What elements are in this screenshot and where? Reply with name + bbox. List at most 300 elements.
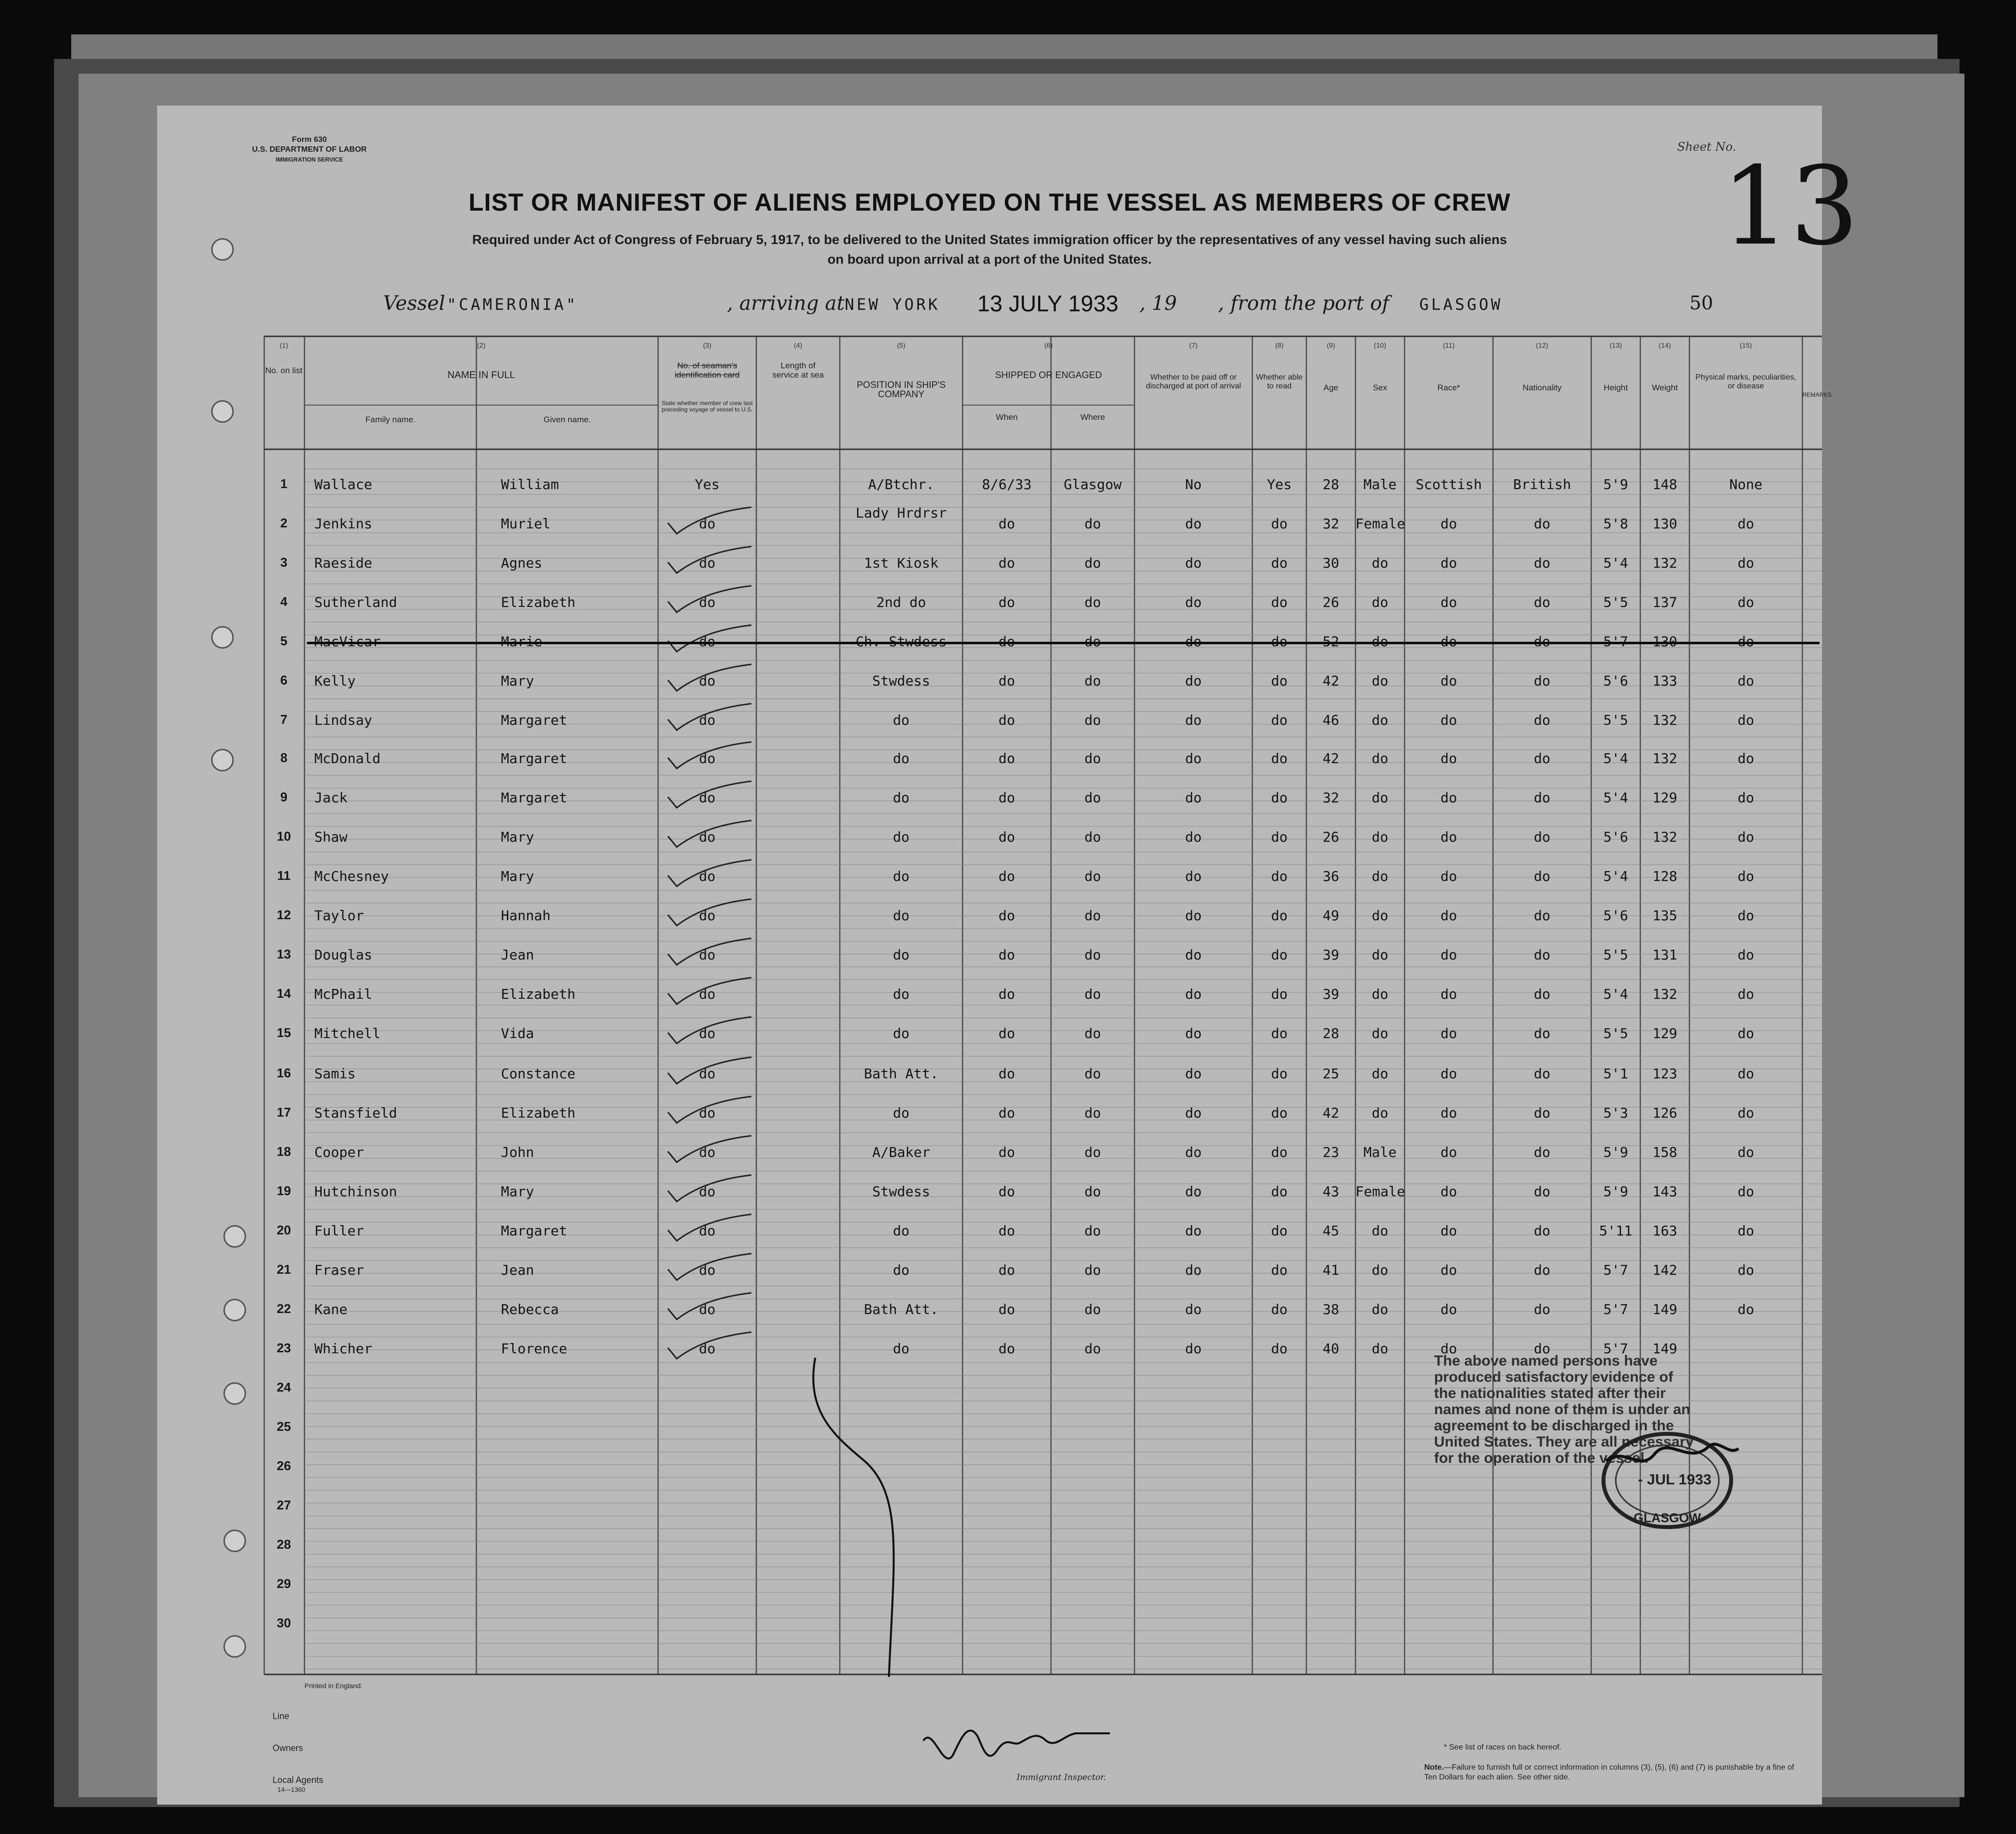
binder-hole [211, 626, 234, 649]
cell-marks: do [1738, 1262, 1754, 1278]
row-number: 19 [276, 1183, 291, 1198]
col-number: (5) [897, 341, 906, 349]
check-mark [663, 934, 756, 969]
cell-when: do [998, 1066, 1015, 1082]
cell-age: 42 [1323, 750, 1339, 766]
check-mark [663, 1013, 756, 1047]
cell-nationality: do [1534, 750, 1550, 766]
col-subheader: When [995, 412, 1018, 422]
cell-race: do [1440, 712, 1457, 728]
col-header: Whether to be paid off or discharged at port of arrival [1146, 373, 1241, 390]
cell-sex: do [1372, 750, 1388, 766]
binder-hole [223, 1225, 246, 1248]
cell-race: do [1440, 1183, 1457, 1200]
cell-nationality: do [1534, 594, 1550, 610]
cell-position: do [893, 907, 910, 924]
cell-race: do [1440, 1262, 1457, 1278]
row-number: 12 [276, 907, 291, 922]
cell-family: Stansfield [314, 1105, 397, 1121]
cell-read: Yes [1267, 476, 1292, 493]
cell-nationality: do [1534, 1183, 1550, 1200]
col-subheader: Given name. [543, 415, 591, 424]
cell-where: do [1084, 750, 1101, 766]
cell-position: do [893, 947, 910, 963]
cell-weight: 143 [1652, 1183, 1678, 1200]
cell-age: 49 [1323, 907, 1339, 924]
cell-nationality: do [1534, 907, 1550, 924]
cell-given: Mary [501, 1183, 534, 1200]
col-header: No. of seaman's identification card [674, 361, 740, 380]
row-number: 8 [280, 750, 288, 765]
cell-given: Florence [501, 1341, 567, 1357]
cell-where: do [1084, 516, 1101, 532]
cell-read: do [1271, 1262, 1288, 1278]
row-number: 17 [276, 1105, 291, 1120]
cell-read: do [1271, 1341, 1288, 1357]
cell-nationality: do [1534, 1341, 1550, 1357]
cell-card: do [699, 750, 716, 766]
binder-hole [211, 400, 234, 423]
cell-sex: do [1372, 907, 1388, 924]
cell-race: do [1440, 790, 1457, 806]
cell-when: do [998, 907, 1015, 924]
cell-age: 32 [1323, 790, 1339, 806]
cell-age: 43 [1323, 1183, 1339, 1200]
cell-when: do [998, 1301, 1015, 1317]
cell-age: 26 [1323, 829, 1339, 845]
cell-height: 5'9 [1603, 1144, 1629, 1160]
cell-family: Douglas [314, 947, 373, 963]
cell-height: 5'6 [1603, 829, 1629, 845]
cell-race: do [1440, 1301, 1457, 1317]
cell-paid: do [1185, 594, 1202, 610]
cell-nationality: do [1534, 1066, 1550, 1082]
cell-nationality: do [1534, 516, 1550, 532]
cell-height: 5'6 [1603, 673, 1629, 689]
cell-when: do [998, 1341, 1015, 1357]
cell-read: do [1271, 712, 1288, 728]
cell-weight: 132 [1652, 750, 1678, 766]
row-number: 16 [276, 1066, 291, 1080]
row-number: 28 [276, 1537, 291, 1552]
cell-weight: 133 [1652, 673, 1678, 689]
cell-race: Scottish [1415, 476, 1482, 493]
cell-weight: 129 [1652, 1025, 1678, 1041]
cell-paid: do [1185, 516, 1202, 532]
cell-position: do [893, 1262, 910, 1278]
col-header: Sex [1373, 383, 1387, 392]
cell-sex: do [1372, 790, 1388, 806]
cell-race: do [1440, 750, 1457, 766]
cell-read: do [1271, 986, 1288, 1002]
cell-paid: do [1185, 555, 1202, 571]
cell-paid: do [1185, 1301, 1202, 1317]
cell-nationality: do [1534, 1301, 1550, 1317]
penalty-note [1424, 1763, 1797, 1782]
cell-height: 5'5 [1603, 1025, 1629, 1041]
cell-read: do [1271, 516, 1288, 532]
cell-nationality: do [1534, 947, 1550, 963]
cell-sex: do [1372, 1105, 1388, 1121]
check-mark [663, 1210, 756, 1245]
cell-height: 5'6 [1603, 907, 1629, 924]
sheet-number: 13 [1721, 143, 1859, 269]
cell-weight: 123 [1652, 1066, 1678, 1082]
cell-race: do [1440, 868, 1457, 884]
cell-paid: do [1185, 1223, 1202, 1239]
cell-weight: 128 [1652, 868, 1678, 884]
cell-position: do [893, 1341, 910, 1357]
cell-race: do [1440, 594, 1457, 610]
check-mark [663, 974, 756, 1008]
cell-age: 26 [1323, 594, 1339, 610]
row-number: 2 [280, 516, 288, 530]
cell-paid: do [1185, 1105, 1202, 1121]
check-mark [663, 1171, 756, 1205]
cell-where: Glasgow [1063, 476, 1122, 493]
cell-race: do [1440, 1144, 1457, 1160]
cell-when: do [998, 829, 1015, 845]
cell-height: 5'3 [1603, 1105, 1629, 1121]
col-number: (10) [1374, 341, 1386, 349]
cell-position: 2nd do [876, 594, 926, 610]
cell-given: Hannah [501, 907, 551, 924]
service: IMMIGRATION SERVICE [276, 156, 343, 163]
cell-family: Fuller [314, 1223, 364, 1239]
col-number: (12) [1536, 341, 1548, 349]
cell-paid: do [1185, 907, 1202, 924]
cell-card: do [699, 790, 716, 806]
check-mark [663, 582, 756, 616]
row-number: 10 [276, 829, 291, 844]
cell-paid: No [1185, 476, 1202, 493]
cell-read: do [1271, 1144, 1288, 1160]
cell-read: do [1271, 947, 1288, 963]
cell-marks: do [1738, 1144, 1754, 1160]
cell-marks: do [1738, 1183, 1754, 1200]
check-mark [663, 856, 756, 890]
cell-when: do [998, 594, 1015, 610]
cell-weight: 132 [1652, 555, 1678, 571]
cell-family: Sutherland [314, 594, 397, 610]
cell-when: do [998, 516, 1015, 532]
binder-hole [223, 1299, 246, 1321]
col-header: REMARKS [1802, 391, 1832, 398]
cell-weight: 137 [1652, 594, 1678, 610]
cell-age: 30 [1323, 555, 1339, 571]
cell-marks: do [1738, 868, 1754, 884]
row-number: 26 [276, 1458, 291, 1473]
row-number: 3 [280, 555, 288, 570]
cell-height: 5'7 [1603, 1301, 1629, 1317]
cell-age: 39 [1323, 947, 1339, 963]
cell-family: McPhail [314, 986, 373, 1002]
cell-read: do [1271, 750, 1288, 766]
cell-paid: do [1185, 868, 1202, 884]
cell-paid: do [1185, 750, 1202, 766]
cell-weight: 158 [1652, 1144, 1678, 1160]
col-header-note: State whether member of crew last preceding voyage of vessel to U.S. [662, 400, 753, 413]
cell-nationality: do [1534, 868, 1550, 884]
races-note: * See list of races on back hereof. [1444, 1743, 1562, 1752]
cell-when: do [998, 673, 1015, 689]
cell-where: do [1084, 1144, 1101, 1160]
col-number: (13) [1609, 341, 1622, 349]
cell-height: 5'1 [1603, 1066, 1629, 1082]
footer-owners-label: Owners [273, 1743, 304, 1753]
cell-weight: 149 [1652, 1301, 1678, 1317]
cell-age: 36 [1323, 868, 1339, 884]
cell-sex: do [1372, 1262, 1388, 1278]
cell-where: do [1084, 790, 1101, 806]
cell-paid: do [1185, 947, 1202, 963]
cell-position: do [893, 750, 910, 766]
cell-card: do [699, 1025, 716, 1041]
cell-card: do [699, 1301, 716, 1317]
cell-card: do [699, 1105, 716, 1121]
check-mark [663, 1053, 756, 1088]
check-mark [663, 777, 756, 812]
row-number: 11 [277, 868, 291, 883]
col-header: Height [1603, 383, 1628, 392]
cell-read: do [1271, 907, 1288, 924]
cell-race: do [1440, 1025, 1457, 1041]
col-subheader: Where [1080, 412, 1105, 422]
cell-when: do [998, 1105, 1015, 1121]
cell-nationality: British [1513, 476, 1571, 493]
col-header: NAME IN FULL [447, 370, 515, 381]
cell-height: 5'5 [1603, 594, 1629, 610]
cell-nationality: do [1534, 1025, 1550, 1041]
cell-given: Mary [501, 868, 534, 884]
cell-marks: do [1738, 1301, 1754, 1317]
col-number: (1) [279, 341, 288, 349]
cell-age: 46 [1323, 712, 1339, 728]
cell-age: 40 [1323, 1341, 1339, 1357]
cell-sex: Female [1355, 1183, 1406, 1200]
pen-stroke [796, 1353, 953, 1677]
cell-card: do [699, 555, 716, 571]
cell-sex: do [1372, 1223, 1388, 1239]
check-mark [663, 503, 756, 538]
cell-card: do [699, 1223, 716, 1239]
cell-race: do [1440, 907, 1457, 924]
year-label: , 19 [1139, 292, 1177, 315]
cell-position: do [893, 868, 910, 884]
cell-race: do [1440, 1066, 1457, 1082]
cell-where: do [1084, 1301, 1101, 1317]
cell-card: do [699, 673, 716, 689]
form-code: 14—1360 [277, 1786, 305, 1793]
col-number: (11) [1443, 341, 1455, 349]
page-number: 50 [1689, 292, 1713, 314]
cell-where: do [1084, 1262, 1101, 1278]
cell-weight: 126 [1652, 1105, 1678, 1121]
col-header: Weight [1652, 383, 1678, 392]
cell-paid: do [1185, 829, 1202, 845]
cell-height: 5'7 [1603, 1262, 1629, 1278]
cell-family: Wallace [314, 476, 373, 493]
cell-nationality: do [1534, 555, 1550, 571]
check-mark [663, 817, 756, 851]
cell-nationality: do [1534, 1105, 1550, 1121]
vessel-label: Vessel [383, 292, 445, 315]
cell-age: 23 [1323, 1144, 1339, 1160]
cell-nationality: do [1534, 1144, 1550, 1160]
cell-card: Yes [694, 476, 720, 493]
col-number: (9) [1326, 341, 1335, 349]
cell-family: Jenkins [314, 516, 373, 532]
cell-paid: do [1185, 1144, 1202, 1160]
cell-where: do [1084, 907, 1101, 924]
cell-sex: do [1372, 555, 1388, 571]
cell-marks: do [1738, 829, 1754, 845]
cell-height: 5'9 [1603, 1183, 1629, 1200]
cell-height: 5'11 [1599, 1223, 1632, 1239]
cell-family: Kelly [314, 673, 356, 689]
cell-nationality: do [1534, 829, 1550, 845]
cell-given: Jean [501, 1262, 534, 1278]
requirement-line-1: Required under Act of Congress of February 5, 1917, to be delivered to the United States immigration officer by the representatives of any vessel having such aliens [472, 232, 1507, 247]
cell-sex: do [1372, 829, 1388, 845]
cell-family: Cooper [314, 1144, 364, 1160]
col-header: Whether able to read [1256, 373, 1303, 390]
cell-paid: do [1185, 1183, 1202, 1200]
footer-agents-label: Local Agents [273, 1775, 324, 1785]
col-header: Race* [1437, 383, 1461, 392]
cell-nationality: do [1534, 790, 1550, 806]
cell-weight: 135 [1652, 907, 1678, 924]
binder-hole [211, 749, 234, 771]
cell-when: do [998, 1223, 1015, 1239]
cell-when: do [998, 1183, 1015, 1200]
cell-family: Mitchell [314, 1025, 381, 1041]
cell-race: do [1440, 1341, 1457, 1357]
cell-race: do [1440, 986, 1457, 1002]
cell-given: Agnes [501, 555, 543, 571]
cell-age: 42 [1323, 673, 1339, 689]
requirement-line-2: on board upon arrival at a port of the United States. [827, 252, 1152, 267]
cell-position: do [893, 790, 910, 806]
cell-family: Raeside [314, 555, 373, 571]
cell-where: do [1084, 829, 1101, 845]
cell-race: do [1440, 1223, 1457, 1239]
cell-marks: None [1729, 476, 1763, 493]
cell-sex: do [1372, 1066, 1388, 1082]
cell-height: 5'5 [1603, 712, 1629, 728]
cell-marks: do [1738, 1066, 1754, 1082]
cell-weight: 129 [1652, 790, 1678, 806]
cell-marks: do [1738, 673, 1754, 689]
cell-when: 8/6/33 [982, 476, 1032, 493]
cell-when: do [998, 868, 1015, 884]
row-number: 29 [276, 1576, 291, 1591]
cell-family: Jack [314, 790, 348, 806]
cell-where: do [1084, 1066, 1101, 1082]
cell-height: 5'7 [1603, 1341, 1629, 1357]
row-number: 21 [276, 1262, 291, 1277]
check-mark [663, 543, 756, 577]
cell-given: Mary [501, 673, 534, 689]
cell-weight: 131 [1652, 947, 1678, 963]
row-number: 24 [276, 1380, 291, 1395]
cell-age: 41 [1323, 1262, 1339, 1278]
cell-given: Margaret [501, 712, 567, 728]
cell-read: do [1271, 868, 1288, 884]
cell-read: do [1271, 555, 1288, 571]
cell-weight: 130 [1652, 516, 1678, 532]
cell-position: do [893, 1105, 910, 1121]
col-number: (15) [1740, 341, 1752, 349]
cell-family: Hutchinson [314, 1183, 397, 1200]
check-mark [663, 700, 756, 734]
cell-position: do [893, 1025, 910, 1041]
col-number: (6) [1044, 341, 1053, 349]
cell-position: A/Baker [872, 1144, 930, 1160]
row-number: 14 [276, 986, 291, 1001]
cell-weight: 163 [1652, 1223, 1678, 1239]
cell-marks: do [1738, 750, 1754, 766]
cell-read: do [1271, 1301, 1288, 1317]
cell-position: Bath Att. [864, 1301, 939, 1317]
cell-card: do [699, 594, 716, 610]
check-mark [663, 895, 756, 930]
cell-where: do [1084, 947, 1101, 963]
row-number: 9 [280, 790, 288, 804]
cell-when: do [998, 555, 1015, 571]
cell-position: Lady Hrdrsr [856, 505, 947, 521]
col-header: Physical marks, peculiarities, or disease [1695, 373, 1796, 390]
cell-age: 39 [1323, 986, 1339, 1002]
col-header: Length of service at sea [772, 361, 824, 380]
col-header: SHIPPED OR ENGAGED [995, 370, 1102, 381]
cell-marks: do [1738, 947, 1754, 963]
row-number: 23 [276, 1341, 291, 1355]
cell-sex: Male [1363, 1144, 1397, 1160]
check-mark [663, 1328, 756, 1363]
cell-race: do [1440, 829, 1457, 845]
cell-read: do [1271, 1025, 1288, 1041]
cell-position: Stwdess [872, 673, 930, 689]
cell-when: do [998, 947, 1015, 963]
cell-marks: do [1738, 555, 1754, 571]
cell-read: do [1271, 790, 1288, 806]
cell-height: 5'4 [1603, 555, 1629, 571]
cell-weight: 148 [1652, 476, 1678, 493]
vessel-name: "CAMERONIA" [447, 295, 578, 314]
cell-paid: do [1185, 1066, 1202, 1082]
cell-where: do [1084, 1105, 1101, 1121]
cell-position: do [893, 829, 910, 845]
row-number: 13 [276, 947, 291, 961]
cell-family: McChesney [314, 868, 389, 884]
cell-sex: Female [1355, 516, 1406, 532]
cell-age: 32 [1323, 516, 1339, 532]
cell-where: do [1084, 1025, 1101, 1041]
cell-when: do [998, 1144, 1015, 1160]
cell-race: do [1440, 1105, 1457, 1121]
cell-race: do [1440, 673, 1457, 689]
cell-sex: do [1372, 1301, 1388, 1317]
cell-sex: do [1372, 712, 1388, 728]
cell-sex: do [1372, 594, 1388, 610]
cell-read: do [1271, 829, 1288, 845]
cell-read: do [1271, 1105, 1288, 1121]
check-mark [663, 1093, 756, 1127]
col-number: (8) [1275, 341, 1284, 349]
department: U.S. DEPARTMENT OF LABOR [252, 145, 367, 154]
col-header: POSITION IN SHIP'S COMPANY [856, 380, 946, 400]
